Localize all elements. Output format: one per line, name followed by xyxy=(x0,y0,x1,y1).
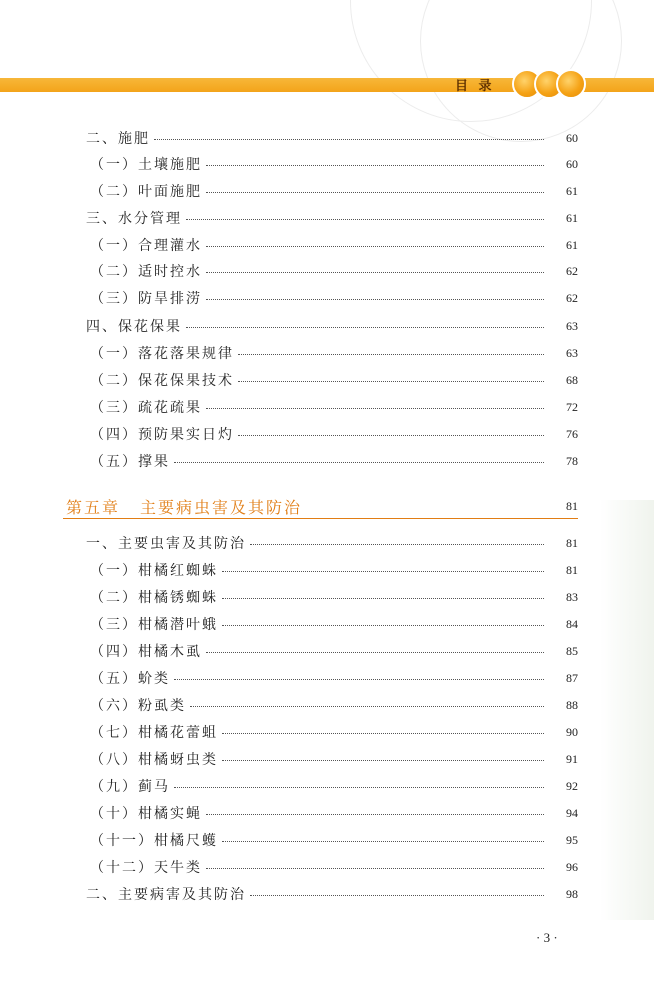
toc-entry[interactable] xyxy=(90,422,578,446)
toc-entry[interactable] xyxy=(86,531,578,555)
toc-entry-label: （五）撑果 xyxy=(90,454,170,470)
dot-leader xyxy=(186,327,544,328)
toc-entry-label: 一、主要虫害及其防治 xyxy=(86,536,246,552)
toc-entry-page: 85 xyxy=(566,643,578,658)
toc-entry-label: （六）粉虱类 xyxy=(90,698,186,714)
dot-leader xyxy=(222,598,544,599)
toc-entry[interactable] xyxy=(90,774,578,798)
toc-entry-label: （二）保花保果技术 xyxy=(90,373,234,389)
dot-leader xyxy=(190,706,544,707)
orange-dot-icon xyxy=(556,69,586,99)
running-header-title: 目 录 xyxy=(455,79,495,94)
dot-leader xyxy=(174,787,544,788)
toc-entry-page: 91 xyxy=(566,751,578,766)
toc-entry[interactable] xyxy=(90,747,578,771)
toc-entry[interactable] xyxy=(90,639,578,663)
toc-entry[interactable] xyxy=(90,855,578,879)
toc-entry[interactable] xyxy=(90,286,578,310)
dot-leader xyxy=(206,272,544,273)
toc-entry-label: （十一）柑橘尺蠖 xyxy=(90,833,218,849)
toc-entry[interactable] xyxy=(86,882,578,906)
toc-entry-label: （十二）天牛类 xyxy=(90,860,202,876)
toc-entry-page: 95 xyxy=(566,832,578,847)
toc-entry-page: 87 xyxy=(566,670,578,685)
toc-entry-label: （八）柑橘蚜虫类 xyxy=(90,752,218,768)
toc-entry-page: 81 xyxy=(566,562,578,577)
page-number: · 3 · xyxy=(536,930,558,945)
toc-entry-page: 76 xyxy=(566,426,578,441)
dot-leader xyxy=(250,544,544,545)
dot-leader xyxy=(206,652,544,653)
toc-entry-label: （三）疏花疏果 xyxy=(90,400,202,416)
toc-entry-page: 63 xyxy=(566,345,578,360)
chapter-title: 主要病虫害及其防治 xyxy=(140,497,303,517)
dot-leader xyxy=(238,381,544,382)
toc-entry[interactable] xyxy=(90,368,578,392)
toc-entry-label: 三、水分管理 xyxy=(86,211,182,227)
toc-chapter-heading[interactable] xyxy=(66,492,578,520)
toc-entry-page: 83 xyxy=(566,589,578,604)
toc-entry[interactable] xyxy=(90,233,578,257)
toc-entry[interactable] xyxy=(90,828,578,852)
dot-leader xyxy=(222,733,544,734)
toc-entry[interactable] xyxy=(86,126,578,150)
dot-leader xyxy=(174,679,544,680)
dot-leader xyxy=(206,246,544,247)
toc-entry-label: （七）柑橘花蕾蛆 xyxy=(90,725,218,741)
toc-entry[interactable] xyxy=(90,801,578,825)
toc-entry-label: （一）落花落果规律 xyxy=(90,346,234,362)
dot-leader xyxy=(174,462,544,463)
toc-entry-page: 94 xyxy=(566,805,578,820)
dot-leader xyxy=(222,841,544,842)
toc-entry-page: 84 xyxy=(566,616,578,631)
toc-entry[interactable] xyxy=(90,152,578,176)
toc-entry-page: 60 xyxy=(566,130,578,145)
toc-entry-label: （一）土壤施肥 xyxy=(90,157,202,173)
image-bleed xyxy=(600,500,654,920)
toc-entry[interactable] xyxy=(90,449,578,473)
toc-entry[interactable] xyxy=(86,206,578,230)
toc-entry-label: （二）叶面施肥 xyxy=(90,184,202,200)
toc-entry-page: 63 xyxy=(566,318,578,333)
toc-entry-label: 二、主要病害及其防治 xyxy=(86,887,246,903)
dot-leader xyxy=(222,625,544,626)
toc-entry-label: （三）防旱排涝 xyxy=(90,291,202,307)
toc-entry[interactable] xyxy=(90,341,578,365)
chapter-heading-label xyxy=(66,495,302,518)
header-ornament xyxy=(512,69,586,99)
chapter-page: 81 xyxy=(566,498,578,513)
toc-entry-page: 62 xyxy=(566,263,578,278)
toc-entry-label: 二、施肥 xyxy=(86,131,150,147)
toc-entry-page: 60 xyxy=(566,156,578,171)
dot-leader xyxy=(206,868,544,869)
toc-entry-page: 62 xyxy=(566,290,578,305)
dot-leader xyxy=(206,299,544,300)
toc-entry-page: 72 xyxy=(566,399,578,414)
chapter-divider-line xyxy=(63,518,578,519)
toc-entry-label: （二）柑橘锈蜘蛛 xyxy=(90,590,218,606)
toc-entry[interactable] xyxy=(90,179,578,203)
dot-leader xyxy=(238,354,544,355)
toc-entry[interactable] xyxy=(90,259,578,283)
toc-entry-label: （三）柑橘潜叶蛾 xyxy=(90,617,218,633)
toc-entry[interactable] xyxy=(90,612,578,636)
toc-entry-page: 98 xyxy=(566,886,578,901)
toc-entry[interactable] xyxy=(90,558,578,582)
dot-leader xyxy=(206,165,544,166)
dot-leader xyxy=(154,139,544,140)
dot-leader xyxy=(238,435,544,436)
toc-entry-label: （一）柑橘红蜘蛛 xyxy=(90,563,218,579)
toc-entry[interactable] xyxy=(86,314,578,338)
toc-entry-page: 68 xyxy=(566,372,578,387)
dot-leader xyxy=(206,814,544,815)
toc-entry-page: 96 xyxy=(566,859,578,874)
toc-entry[interactable] xyxy=(90,693,578,717)
toc-entry[interactable] xyxy=(90,585,578,609)
toc-entry-label: （一）合理灌水 xyxy=(90,238,202,254)
dot-leader xyxy=(222,571,544,572)
toc-entry-label: （四）预防果实日灼 xyxy=(90,427,234,443)
toc-entry-page: 61 xyxy=(566,237,578,252)
dot-leader xyxy=(250,895,544,896)
toc-entry[interactable] xyxy=(90,720,578,744)
dot-leader xyxy=(186,219,544,220)
toc-entry-label: （十）柑橘实蝇 xyxy=(90,806,202,822)
toc-entry-page: 61 xyxy=(566,183,578,198)
toc-entry-page: 88 xyxy=(566,697,578,712)
toc-entry-label: （四）柑橘木虱 xyxy=(90,644,202,660)
toc-entry-page: 92 xyxy=(566,778,578,793)
toc-entry-page: 61 xyxy=(566,210,578,225)
toc-entry-label: （九）蓟马 xyxy=(90,779,170,795)
toc-entry-label: （五）蚧类 xyxy=(90,671,170,687)
toc-entry[interactable] xyxy=(90,666,578,690)
toc-entry-page: 78 xyxy=(566,453,578,468)
dot-leader xyxy=(206,192,544,193)
dot-leader xyxy=(222,760,544,761)
toc-entry[interactable] xyxy=(90,395,578,419)
chapter-number: 第五章 xyxy=(66,497,121,517)
dot-leader xyxy=(206,408,544,409)
toc-entry-label: 四、保花保果 xyxy=(86,319,182,335)
toc-entry-label: （二）适时控水 xyxy=(90,264,202,280)
toc-entry-page: 90 xyxy=(566,724,578,739)
toc-entry-page: 81 xyxy=(566,535,578,550)
